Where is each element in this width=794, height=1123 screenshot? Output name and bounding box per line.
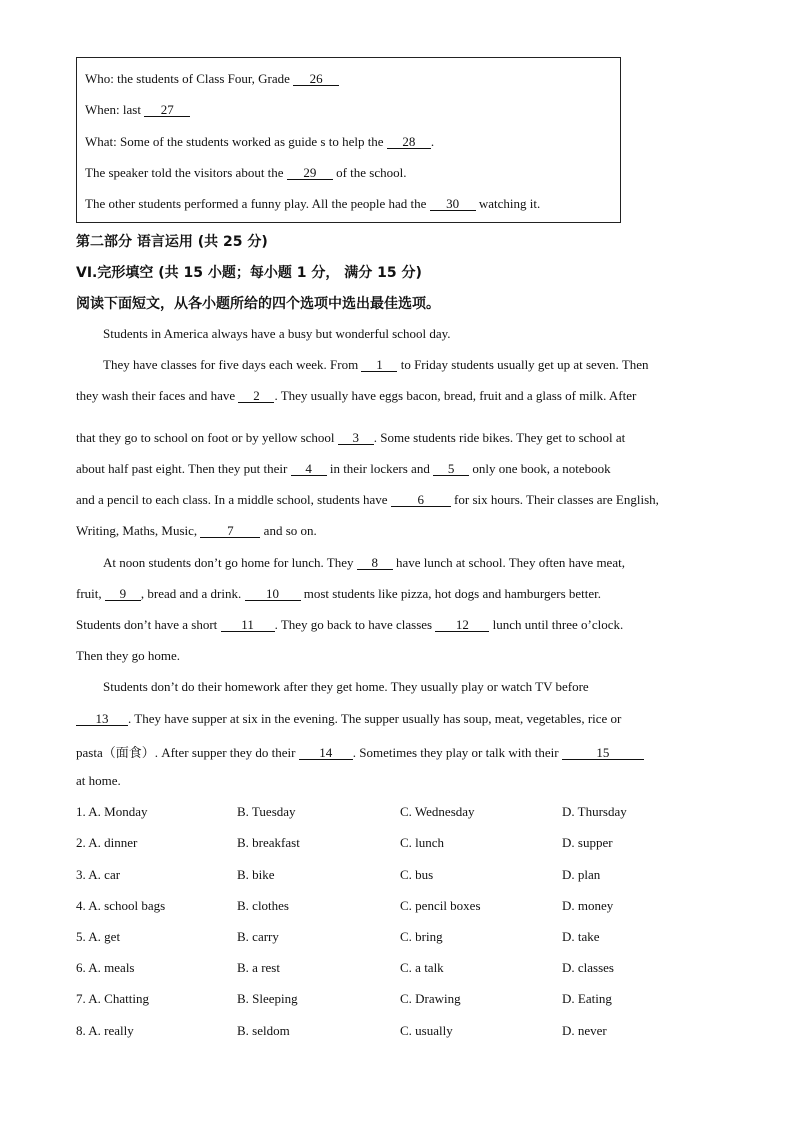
- question-options-5: [76, 929, 716, 947]
- blank-5: 5: [433, 462, 469, 476]
- blank-12: 12: [435, 618, 489, 632]
- option-c: C. Wednesday: [400, 804, 475, 819]
- option-d: D. classes: [562, 960, 614, 975]
- blank-11: 11: [221, 618, 275, 632]
- summary-other: The other students performed a funny play. All the people had the 30 watching it.: [85, 196, 541, 211]
- passage-line: Students don’t do their homework after they get home. They usually play or watch TV before: [103, 679, 589, 694]
- option-b: B. seldom: [237, 1023, 290, 1038]
- passage-line: at home.: [76, 773, 121, 788]
- passage-line: fruit, 9 , bread and a drink. 10 most students like pizza, hot dogs and hamburgers better.: [76, 586, 602, 601]
- blank-9: 9: [105, 587, 141, 601]
- option-c: C. bus: [400, 867, 434, 882]
- passage-line: that they go to school on foot or by yellow school 3 . Some students ride bikes. They get to school at: [76, 430, 626, 445]
- question-options-6: [76, 960, 716, 978]
- option-d: D. Thursday: [562, 804, 627, 819]
- passage-line: Students in America always have a busy but wonderful school day.: [103, 326, 451, 341]
- blank-28: 28: [387, 135, 431, 149]
- blank-30: 30: [430, 197, 476, 211]
- blank-4: 4: [291, 462, 327, 476]
- option-a: 6. A. meals: [76, 960, 135, 975]
- passage-line: Then they go home.: [76, 648, 180, 663]
- blank-8: 8: [357, 556, 393, 570]
- passage-line: Students don’t have a short 11 . They go back to have classes 12 lunch until three o’clock.: [76, 617, 624, 632]
- option-a: 5. A. get: [76, 929, 121, 944]
- option-c: C. bring: [400, 929, 443, 944]
- summary-when: When: last 27: [85, 102, 190, 118]
- option-b: B. Tuesday: [237, 804, 296, 819]
- summary-what: What: Some of the students worked as guide s to help the 28 .: [85, 134, 435, 149]
- instructions: 阅读下面短文，从各小题所给的四个选项中选出最佳选项。: [76, 296, 440, 312]
- blank-29: 29: [287, 166, 333, 180]
- question-options-2: [76, 835, 716, 853]
- blank-1: 1: [361, 358, 397, 372]
- blank-27: 27: [144, 103, 190, 117]
- option-d: D. never: [562, 1023, 607, 1038]
- option-c: C. pencil boxes: [400, 898, 481, 913]
- option-d: D. Eating: [562, 991, 612, 1006]
- question-options-4: [76, 898, 716, 916]
- blank-15: 15: [562, 746, 644, 760]
- passage-line: they wash their faces and have 2 . They usually have eggs bacon, bread, fruit and a glass of milk. After: [76, 388, 637, 403]
- option-b: B. breakfast: [237, 835, 300, 850]
- blank-3: 3: [338, 431, 374, 445]
- option-b: B. bike: [237, 867, 275, 882]
- option-a: 3. A. car: [76, 867, 121, 882]
- part-title: 第二部分 语言运用 (共 25 分): [76, 234, 268, 250]
- option-c: C. Drawing: [400, 991, 461, 1006]
- blank-13: 13: [76, 712, 128, 726]
- passage-line: pasta（面食）. After supper they do their 14 . Sometimes they play or talk with their 15: [76, 742, 644, 761]
- blank-2: 2: [238, 389, 274, 403]
- summary-speaker: The speaker told the visitors about the 29 of the school.: [85, 165, 407, 180]
- option-a: 8. A. really: [76, 1023, 134, 1038]
- option-a: 7. A. Chatting: [76, 991, 149, 1006]
- passage-line: and a pencil to each class. In a middle school, students have 6 for six hours. Their classes are English,: [76, 492, 659, 507]
- question-options-1: [76, 804, 716, 822]
- option-d: D. take: [562, 929, 600, 944]
- blank-6: 6: [391, 493, 451, 507]
- option-c: C. usually: [400, 1023, 453, 1038]
- option-a: 1. A. Monday: [76, 804, 148, 819]
- option-a: 4. A. school bags: [76, 898, 166, 913]
- question-options-8: [76, 1023, 716, 1041]
- summary-who: Who: the students of Class Four, Grade 26: [85, 71, 339, 87]
- passage-line: 13 . They have supper at six in the evening. The supper usually has soup, meat, vegetables, rice or: [76, 711, 621, 727]
- passage-line: They have classes for five days each week. From 1 to Friday students usually get up at seven. Then: [103, 357, 649, 372]
- blank-10: 10: [245, 587, 301, 601]
- question-options-7: [76, 991, 716, 1009]
- blank-14: 14: [299, 746, 353, 760]
- option-a: 2. A. dinner: [76, 835, 138, 850]
- blank-26: 26: [293, 72, 339, 86]
- question-options-3: [76, 867, 716, 885]
- option-b: B. carry: [237, 929, 279, 944]
- summary-box: [76, 57, 621, 223]
- option-b: B. clothes: [237, 898, 289, 913]
- passage-line: about half past eight. Then they put their 4 in their lockers and 5 only one book, a notebook: [76, 461, 611, 476]
- option-b: B. a rest: [237, 960, 280, 975]
- option-d: D. supper: [562, 835, 613, 850]
- passage-line: Writing, Maths, Music, 7 and so on.: [76, 523, 317, 538]
- option-d: D. plan: [562, 867, 601, 882]
- cloze-title: VI.完形填空 (共 15 小题；每小题 1 分， 满分 15 分): [76, 265, 422, 281]
- option-d: D. money: [562, 898, 614, 913]
- option-c: C. a talk: [400, 960, 444, 975]
- passage-line: At noon students don’t go home for lunch. They 8 have lunch at school. They often have meat,: [103, 555, 625, 570]
- option-c: C. lunch: [400, 835, 445, 850]
- option-b: B. Sleeping: [237, 991, 298, 1006]
- blank-7: 7: [200, 524, 260, 538]
